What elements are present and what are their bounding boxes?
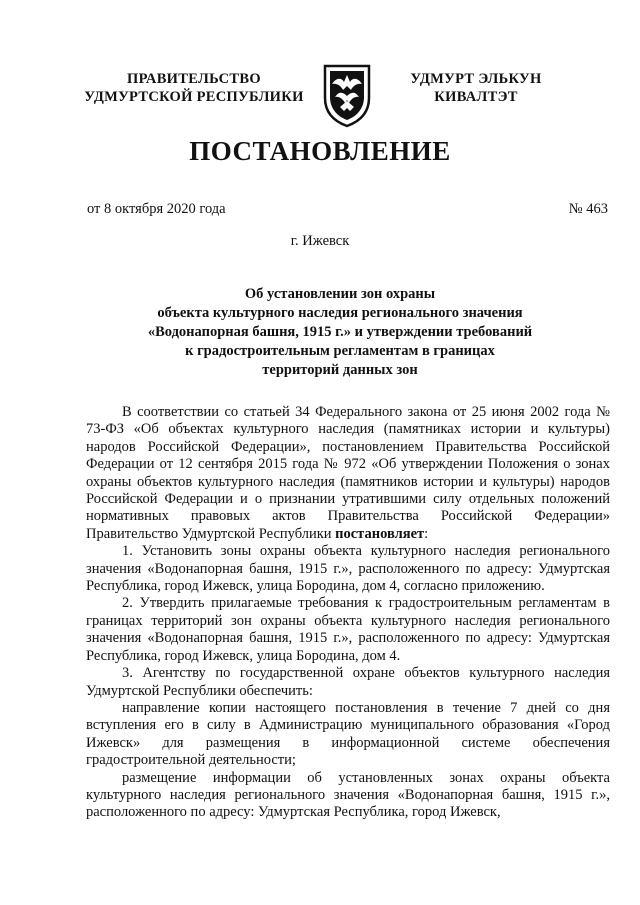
document-date: от 8 октября 2020 года bbox=[87, 201, 226, 217]
issuer-russian-line2: УДМУРТСКОЙ РЕСПУБЛИКИ bbox=[84, 89, 304, 105]
item-1-paragraph: 1. Установить зоны охраны объекта культурного наследия регионального значения «Водонапорная башня, 1915 г.», расположенного по адресу: Удмуртская Республика, город Ижевск, улица Бородина, дом 4, согласно приложению. bbox=[86, 543, 610, 595]
issuer-udmurt-line2: КИВАЛТЭТ bbox=[434, 89, 518, 105]
item-3a-paragraph: направление копии настоящего постановления в течение 7 дней со дня вступления его в силу в Администрацию муниципального образования «Город Ижевск» для размещения в информационной системе обеспечения градостроительной деятельности; bbox=[86, 699, 610, 769]
document-body bbox=[86, 404, 610, 822]
item-3-paragraph: 3. Агентству по государственной охране объектов культурного наследия Удмуртской Республики обеспечить: bbox=[86, 665, 610, 699]
subject-line: объекта культурного наследия регионального значения bbox=[157, 305, 523, 321]
document-title: ПОСТАНОВЛЕНИЕ bbox=[189, 136, 451, 166]
issuer-udmurt-line1: УДМУРТ ЭЛЬКУН bbox=[410, 71, 542, 87]
document-number: № 463 bbox=[568, 201, 608, 217]
subject-line: Об установлении зон охраны bbox=[244, 286, 436, 302]
subject-line: к градостроительным регламентам в границах bbox=[185, 343, 495, 359]
item-2-paragraph: 2. Утвердить прилагаемые требования к градостроительным регламентам в границах территорий зон охраны объекта культурного наследия регионального значения «Водонапорная башня, 1915 г.», расположенного по адресу: Удмуртская Республика, город Ижевск, улица Бородина, дом 4. bbox=[86, 595, 610, 664]
item-3b-paragraph: размещение информации об установленных зонах охраны объекта культурного наследия регионального значения «Водонапорная башня, 1915 г.», расположенного по адресу: Удмуртская Республика, город Ижевск, bbox=[86, 769, 610, 821]
preamble-paragraph: В соответствии со статьей 34 Федерального закона от 25 июня 2002 года № 73-ФЗ «Об объектах культурного наследия (памятниках истории и культуры) народов Российской Федерации», постановлением Правительства Российской Федерации от 12 сентября 2015 года № 972 «Об утверждении Положения о зонах охраны объектов культурного наследия (памятников истории и культуры) народов Российской Федерации и о признании утратившими силу отдельных положений нормативных правовых актов Правительства Российской Федерации» Правительство Удмуртской Республики постановляет: bbox=[86, 404, 610, 542]
preamble-bold-word: постановляет bbox=[335, 525, 425, 542]
subject-line: «Водонапорная башня, 1915 г.» и утверждении требований bbox=[147, 324, 533, 340]
issuer-russian-line1: ПРАВИТЕЛЬСТВО bbox=[127, 71, 261, 87]
document-subject bbox=[60, 285, 620, 380]
issuer-russian bbox=[78, 70, 310, 106]
subject-line: территорий данных зон bbox=[262, 362, 418, 378]
issuer-udmurt bbox=[378, 70, 574, 106]
preamble-text: В соответствии со статьей 34 Федерального закона от 25 июня 2002 года № 73-ФЗ «Об объектах культурного наследия (памятниках истории и культуры) народов Российской Федерации», постановлением Правительства Российской Федерации от 12 сентября 2015 года № 972 «Об утверждении Положения о зонах охраны объектов культурного наследия (памятников истории и культуры) народов Российской Федерации и о признании утратившими силу отдельных положений нормативных правовых актов Правительства Российской Федерации» Правительство Удмуртской Республики bbox=[86, 404, 610, 542]
document-header bbox=[0, 62, 640, 134]
document-city: г. Ижевск bbox=[290, 233, 350, 249]
coat-of-arms-emblem-icon bbox=[322, 62, 372, 128]
